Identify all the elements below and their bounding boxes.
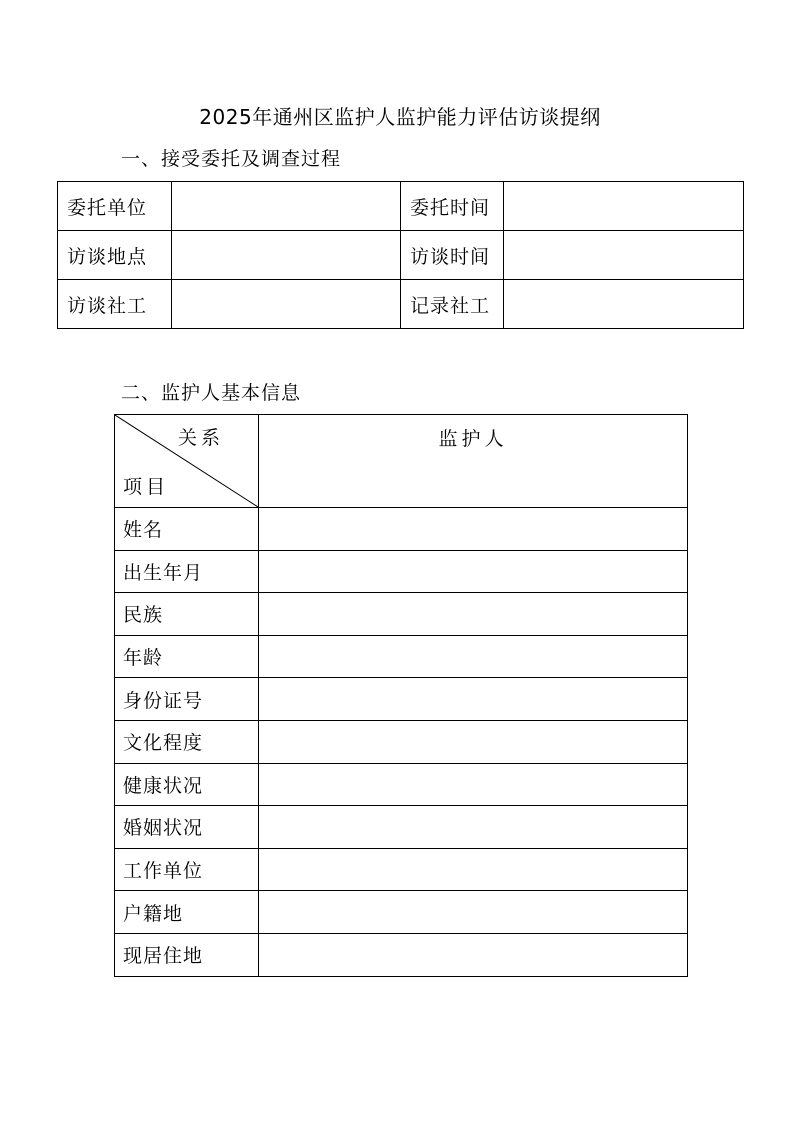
household-registration-label: 户籍地 — [115, 891, 259, 934]
household-registration-field[interactable] — [259, 891, 688, 934]
table-row — [115, 806, 688, 849]
marital-status-label: 婚姻状况 — [115, 806, 259, 849]
section-2-heading: 二、监护人基本信息 — [121, 382, 302, 404]
table-row — [115, 635, 688, 678]
item-header-label: 项目 — [123, 476, 170, 498]
table-header-row — [115, 415, 688, 508]
current-residence-field[interactable] — [259, 933, 688, 976]
table-row — [115, 593, 688, 636]
birth-date-label: 出生年月 — [115, 550, 259, 593]
table-row — [58, 231, 744, 280]
age-label: 年龄 — [115, 635, 259, 678]
interview-location-field[interactable] — [172, 231, 401, 280]
birth-date-field[interactable] — [259, 550, 688, 593]
name-label: 姓名 — [115, 508, 259, 551]
document-title: 2025年通州区监护人监护能力评估访谈提纲 — [199, 105, 601, 129]
commission-unit-label: 委托单位 — [58, 182, 172, 231]
table-row — [115, 763, 688, 806]
table-row — [115, 848, 688, 891]
health-status-field[interactable] — [259, 763, 688, 806]
commission-unit-field[interactable] — [172, 182, 401, 231]
table-row — [115, 508, 688, 551]
diagonal-header-cell — [115, 415, 259, 508]
table-row — [115, 933, 688, 976]
health-status-label: 健康状况 — [115, 763, 259, 806]
table-row — [115, 678, 688, 721]
commission-time-label: 委托时间 — [401, 182, 504, 231]
recording-social-worker-label: 记录社工 — [401, 280, 504, 329]
employer-label: 工作单位 — [115, 848, 259, 891]
ethnicity-label: 民族 — [115, 593, 259, 636]
interview-social-worker-label: 访谈社工 — [58, 280, 172, 329]
table-row — [58, 280, 744, 329]
commission-table — [57, 181, 744, 329]
education-label: 文化程度 — [115, 720, 259, 763]
current-residence-label: 现居住地 — [115, 933, 259, 976]
interview-time-field[interactable] — [504, 231, 744, 280]
relation-header-label: 关系 — [177, 427, 224, 449]
education-field[interactable] — [259, 720, 688, 763]
table-row — [115, 891, 688, 934]
name-field[interactable] — [259, 508, 688, 551]
section-1-heading: 一、接受委托及调查过程 — [121, 148, 342, 170]
table-row — [58, 182, 744, 231]
interview-social-worker-field[interactable] — [172, 280, 401, 329]
id-number-label: 身份证号 — [115, 678, 259, 721]
employer-field[interactable] — [259, 848, 688, 891]
age-field[interactable] — [259, 635, 688, 678]
commission-time-field[interactable] — [504, 182, 744, 231]
table-row — [115, 550, 688, 593]
recording-social-worker-field[interactable] — [504, 280, 744, 329]
guardian-info-table — [114, 414, 688, 977]
interview-time-label: 访谈时间 — [401, 231, 504, 280]
marital-status-field[interactable] — [259, 806, 688, 849]
table-row — [115, 720, 688, 763]
interview-location-label: 访谈地点 — [58, 231, 172, 280]
id-number-field[interactable] — [259, 678, 688, 721]
guardian-column-header: 监护人 — [259, 415, 688, 508]
ethnicity-field[interactable] — [259, 593, 688, 636]
